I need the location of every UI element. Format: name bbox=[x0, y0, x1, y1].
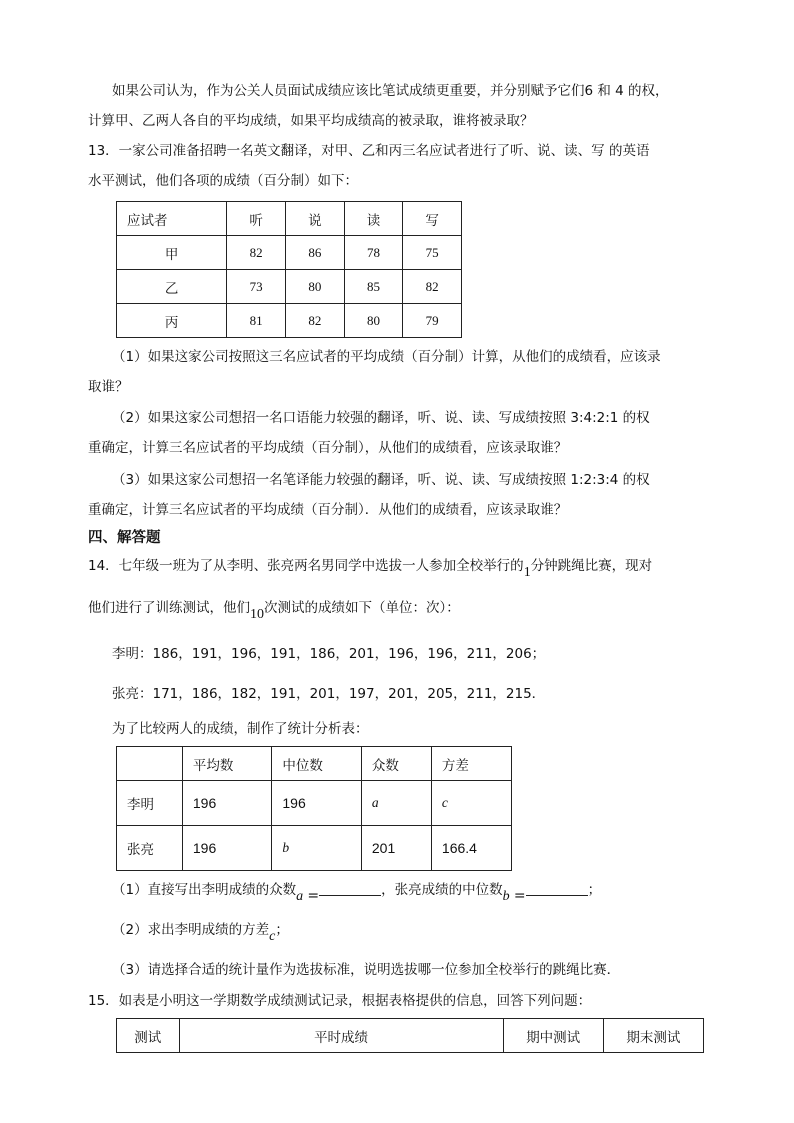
liming-scores: 李明：186，191，196，191，186，201，196，196，211，206； bbox=[112, 646, 546, 662]
question-14-line bbox=[88, 598, 460, 622]
table-cell: 86 bbox=[286, 236, 345, 270]
table-cell: 丙 bbox=[117, 304, 227, 338]
table-cell: c bbox=[431, 781, 511, 826]
table-cell: 82 bbox=[403, 270, 462, 304]
table-header-cell: 应试者 bbox=[117, 202, 227, 236]
statistics-table bbox=[116, 746, 512, 871]
math-number: 1 bbox=[523, 565, 531, 580]
table-header-cell: 听 bbox=[227, 202, 286, 236]
table-cell: 81 bbox=[227, 304, 286, 338]
table-row bbox=[117, 236, 462, 270]
sub-question-line: （2）如果这家公司想招一名口语能力较强的翻译，听、说、读、写成绩按照 3:4:2:1 的权 bbox=[112, 410, 650, 426]
table-cell: 79 bbox=[403, 304, 462, 338]
table-row bbox=[117, 826, 512, 871]
test-record-table bbox=[116, 1018, 704, 1053]
table-header-cell: 方差 bbox=[431, 747, 511, 781]
table-cell: b bbox=[272, 826, 362, 871]
text-run: 他们进行了训练测试，他们 bbox=[88, 600, 250, 616]
zhangliang-scores: 张亮：171，186，182，191，201，197，201，205，211，215． bbox=[112, 686, 546, 702]
table-intro: 为了比较两人的成绩，制作了统计分析表： bbox=[112, 721, 369, 737]
text-run: ，张亮成绩的中位数 bbox=[381, 882, 503, 898]
table-header-cell: 写 bbox=[403, 202, 462, 236]
table-cell: 85 bbox=[344, 270, 403, 304]
math-equals: = bbox=[513, 888, 526, 904]
math-variable: c bbox=[269, 929, 276, 944]
table-row bbox=[117, 304, 462, 338]
answer-blank bbox=[319, 881, 381, 896]
answer-blank bbox=[526, 881, 588, 896]
table-header-cell: 测试 bbox=[117, 1019, 180, 1053]
sub-question-line: （3）如果这家公司想招一名笔译能力较强的翻译，听、说、读、写成绩按照 1:2:3:4 的权 bbox=[112, 472, 650, 488]
text-run: 14．七年级一班为了从李明、张亮两名男同学中选拔一人参加全校举行的 bbox=[88, 558, 524, 574]
question-13-line: 水平测试，他们各项的成绩（百分制）如下： bbox=[88, 173, 358, 189]
table-header-row bbox=[117, 1019, 704, 1053]
table-cell: 75 bbox=[403, 236, 462, 270]
table-cell: 166.4 bbox=[431, 826, 511, 871]
table-header-cell: 说 bbox=[286, 202, 345, 236]
sub-question-line: 重确定，计算三名应试者的平均成绩（百分制），从他们的成绩看，应该录取谁？ bbox=[88, 440, 568, 456]
table-cell: 甲 bbox=[117, 236, 227, 270]
math-number: 10 bbox=[250, 607, 264, 622]
table-cell: 196 bbox=[182, 781, 272, 826]
table-header-row bbox=[117, 202, 462, 236]
table-row bbox=[117, 781, 512, 826]
text-run: 次测试的成绩如下（单位：次）： bbox=[264, 600, 460, 616]
text-run: （2）求出李明成绩的方差 bbox=[112, 922, 270, 938]
table-cell: 196 bbox=[182, 826, 272, 871]
table-cell: 82 bbox=[286, 304, 345, 338]
table-cell: 73 bbox=[227, 270, 286, 304]
text-run: 分钟跳绳比赛，现对 bbox=[530, 558, 653, 574]
table-cell: 196 bbox=[272, 781, 362, 826]
text-run: ； bbox=[275, 922, 289, 938]
table-header-cell: 期中测试 bbox=[503, 1019, 603, 1053]
paragraph-line: 计算甲、乙两人各自的平均成绩，如果平均成绩高的被录取，谁将被录取？ bbox=[88, 113, 534, 129]
table-cell: a bbox=[361, 781, 431, 826]
table-cell: 78 bbox=[344, 236, 403, 270]
table-header-cell: 平均数 bbox=[182, 747, 272, 781]
table-cell: 张亮 bbox=[117, 826, 183, 871]
table-header-cell: 中位数 bbox=[272, 747, 362, 781]
text-run: ； bbox=[587, 882, 602, 898]
paragraph-line: 如果公司认为，作为公关人员面试成绩应该比笔试成绩更重要，并分别赋予它们6 和 4 的权， bbox=[112, 83, 669, 99]
question-15-line: 15．如表是小明这一学期数学成绩测试记录，根据表格提供的信息，回答下列问题： bbox=[88, 993, 592, 1009]
sub-question-line: 重确定，计算三名应试者的平均成绩（百分制）．从他们的成绩看，应该录取谁？ bbox=[88, 502, 568, 518]
section-heading: 四、解答题 bbox=[88, 530, 161, 546]
question-13-line: 13．一家公司准备招聘一名英文翻译，对甲、乙和丙三名应试者进行了听、说、读、写 的英语 bbox=[88, 143, 650, 159]
sub-question-line bbox=[112, 920, 289, 944]
table-cell: 80 bbox=[286, 270, 345, 304]
table-header-cell bbox=[117, 747, 183, 781]
table-header-cell: 读 bbox=[344, 202, 403, 236]
table-header-cell: 众数 bbox=[361, 747, 431, 781]
table-header-cell: 期末测试 bbox=[603, 1019, 703, 1053]
sub-question-line: （1）如果这家公司按照这三名应试者的平均成绩（百分制）计算，从他们的成绩看，应该录 bbox=[112, 349, 661, 365]
table-header-row bbox=[117, 747, 512, 781]
table-cell: 201 bbox=[361, 826, 431, 871]
table-cell: 80 bbox=[344, 304, 403, 338]
math-variable: b bbox=[502, 889, 510, 904]
score-table-listening-speaking bbox=[116, 201, 462, 338]
question-14-line bbox=[88, 556, 653, 580]
table-cell: 82 bbox=[227, 236, 286, 270]
table-row bbox=[117, 270, 462, 304]
sub-question-line bbox=[112, 880, 602, 904]
text-run: （1）直接写出李明成绩的众数 bbox=[112, 882, 297, 898]
table-cell: 李明 bbox=[117, 781, 183, 826]
math-variable: a bbox=[296, 889, 304, 904]
table-header-cell: 平时成绩 bbox=[179, 1019, 503, 1053]
sub-question-line: （3）请选择合适的统计量作为选拔标准，说明选拔哪一位参加全校举行的跳绳比赛． bbox=[112, 962, 621, 978]
sub-question-line: 取谁？ bbox=[88, 379, 129, 395]
math-equals: = bbox=[307, 888, 320, 904]
table-cell: 乙 bbox=[117, 270, 227, 304]
